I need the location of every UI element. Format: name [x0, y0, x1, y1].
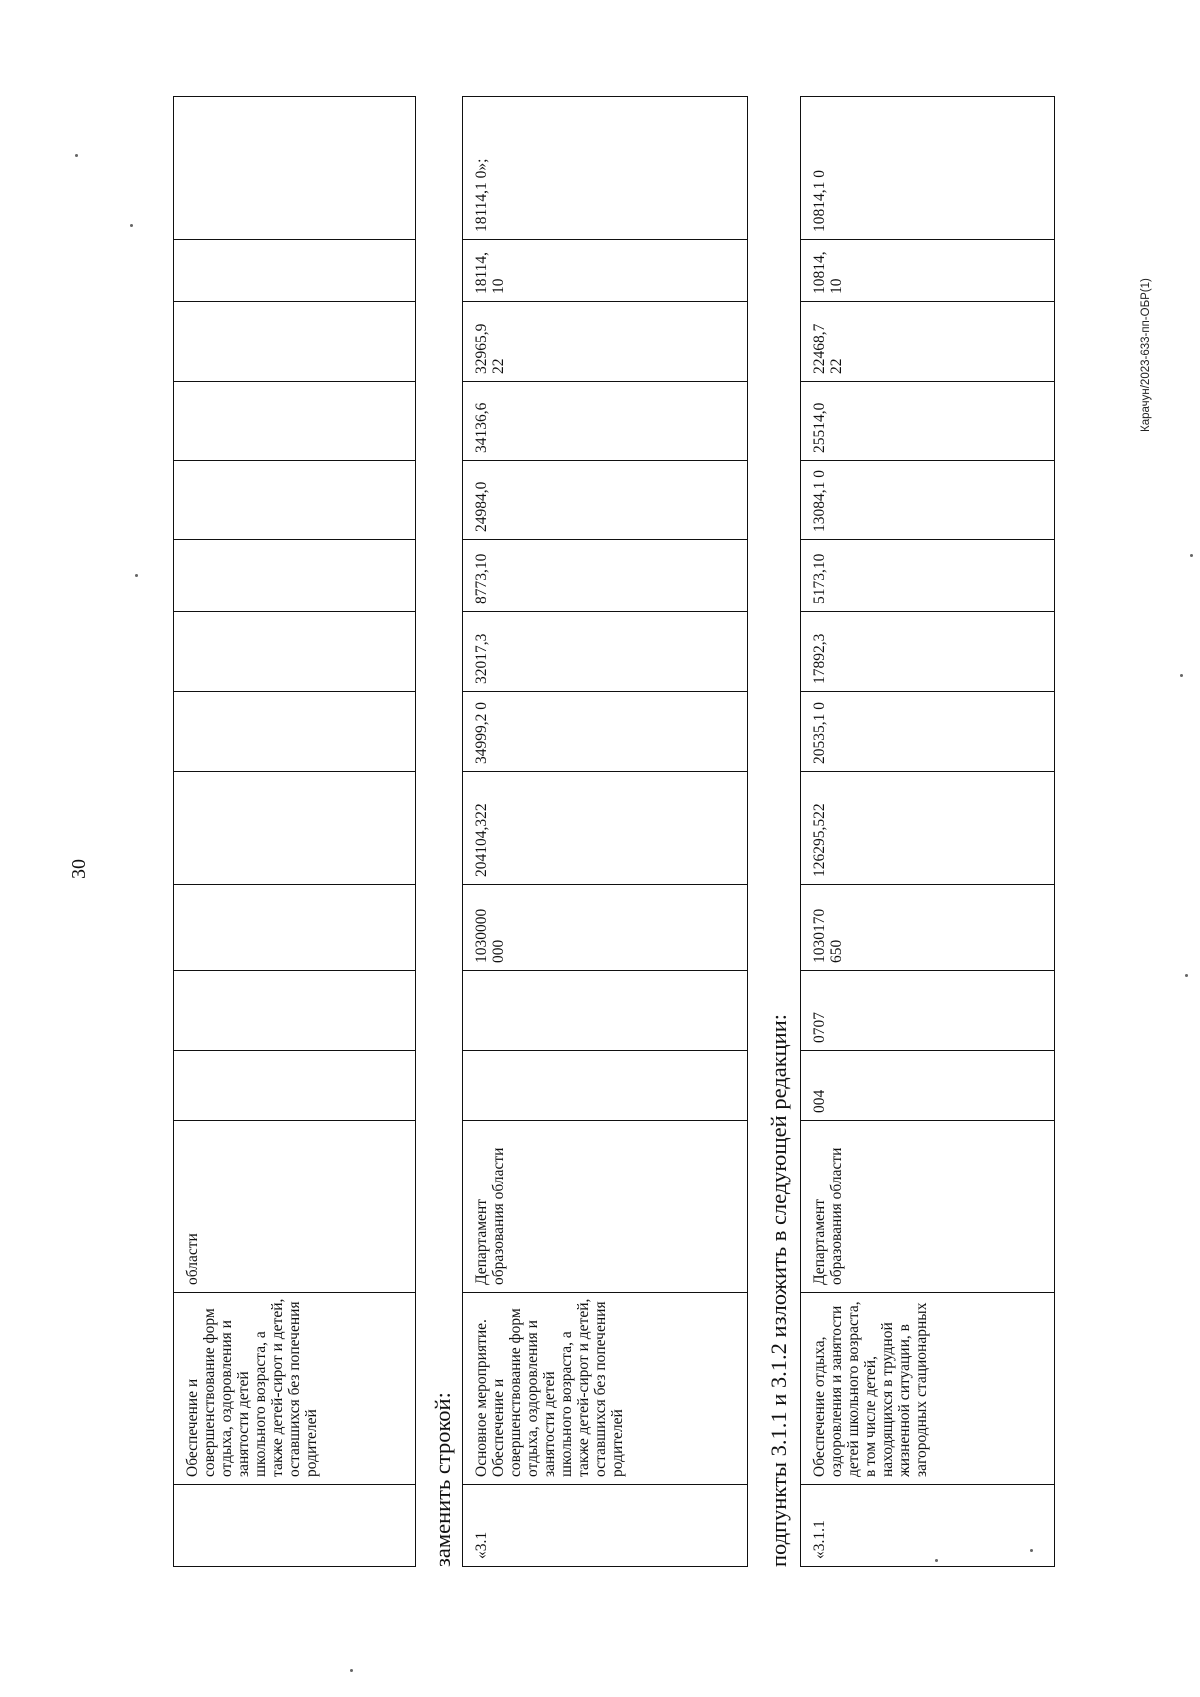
- scan-speck: [1180, 674, 1183, 677]
- cell-year-1: 34999,2 0: [463, 692, 748, 772]
- cell-year-7: 10814, 10: [801, 240, 1055, 302]
- cell-rzpr: [463, 971, 748, 1051]
- cell-item-number: «3.1.1: [801, 1485, 1055, 1567]
- cell-grbs: [463, 1051, 748, 1121]
- cell-year-7: [174, 240, 416, 302]
- table-new-row-3-1-1: [800, 96, 1055, 1567]
- cell-rzpr: [174, 971, 416, 1051]
- cell-year-8: 18114,1 0»;: [463, 97, 748, 240]
- page-number: 30: [68, 859, 90, 879]
- cell-executor: Департамент образования области: [801, 1121, 1055, 1293]
- cell-year-3: [174, 540, 416, 612]
- cell-description: Обеспечение и совершенствование форм отдыха, оздоровления и занятости детей школьного возраста, а также детей-сирот и детей, оставшихся без попечения родителей: [174, 1293, 416, 1485]
- scan-speck: [1190, 554, 1193, 557]
- cell-item-number: «3.1: [463, 1485, 748, 1567]
- cell-description: Основное мероприятие. Обеспечение и совершенствование форм отдыха, оздоровления и занятости детей школьного возраста, а также детей-сирот и детей, оставшихся без попечения родителей: [463, 1293, 748, 1485]
- cell-csr: 1030000 000: [463, 885, 748, 971]
- cell-year-2: 17892,3: [801, 612, 1055, 692]
- cell-year-1: [174, 692, 416, 772]
- cell-year-8: [174, 97, 416, 240]
- table-row: [463, 97, 748, 1567]
- cell-year-6: 32965,9 22: [463, 302, 748, 382]
- cell-year-3: 5173,10: [801, 540, 1055, 612]
- cell-year-4: [174, 461, 416, 540]
- cell-year-2: 32017,3: [463, 612, 748, 692]
- cell-csr: 1030170 650: [801, 885, 1055, 971]
- table-row: [174, 97, 416, 1567]
- cell-year-7: 18114, 10: [463, 240, 748, 302]
- document-code: Карачун/2023-633-пп-ОБР(1): [1140, 278, 1152, 432]
- table-row: [801, 97, 1055, 1567]
- cell-item-number: [174, 1485, 416, 1567]
- cell-year-5: 34136,6: [463, 382, 748, 461]
- cell-rzpr: 0707: [801, 971, 1055, 1051]
- cell-year-4: 24984,0: [463, 461, 748, 540]
- cell-total: [174, 772, 416, 885]
- scan-speck: [350, 1669, 353, 1672]
- table-new-row-3-1: [462, 96, 748, 1567]
- cell-total: 126295,522: [801, 772, 1055, 885]
- cell-year-4: 13084,1 0: [801, 461, 1055, 540]
- cell-year-1: 20535,1 0: [801, 692, 1055, 772]
- cell-year-5: [174, 382, 416, 461]
- cell-total: 204104,322: [463, 772, 748, 885]
- scan-speck: [1030, 1549, 1033, 1552]
- cell-csr: [174, 885, 416, 971]
- cell-year-5: 25514,0: [801, 382, 1055, 461]
- cell-year-8: 10814,1 0: [801, 97, 1055, 240]
- table-old-row: [173, 96, 416, 1567]
- scan-speck: [135, 574, 138, 577]
- scan-speck: [75, 154, 78, 157]
- scan-speck: [1185, 974, 1188, 977]
- cell-year-3: 8773,10: [463, 540, 748, 612]
- cell-grbs: [174, 1051, 416, 1121]
- cell-year-6: [174, 302, 416, 382]
- scan-speck: [130, 224, 133, 227]
- cell-executor: области: [174, 1121, 416, 1293]
- instruction-subpoints: подпункты 3.1.1 и 3.1.2 изложить в следующей редакции:: [766, 1013, 791, 1567]
- scan-speck: [935, 1559, 938, 1562]
- cell-grbs: 004: [801, 1051, 1055, 1121]
- cell-description: Обеспечение отдыха, оздоровления и занятости детей школьного возраста, в том числе детей, находящихся в трудной жизненной ситуации, в загородных стационарных: [801, 1293, 1055, 1485]
- cell-year-6: 22468,7 22: [801, 302, 1055, 382]
- cell-year-2: [174, 612, 416, 692]
- instruction-replace: заменить строкой:: [430, 1392, 455, 1567]
- cell-executor: Департамент образования области: [463, 1121, 748, 1293]
